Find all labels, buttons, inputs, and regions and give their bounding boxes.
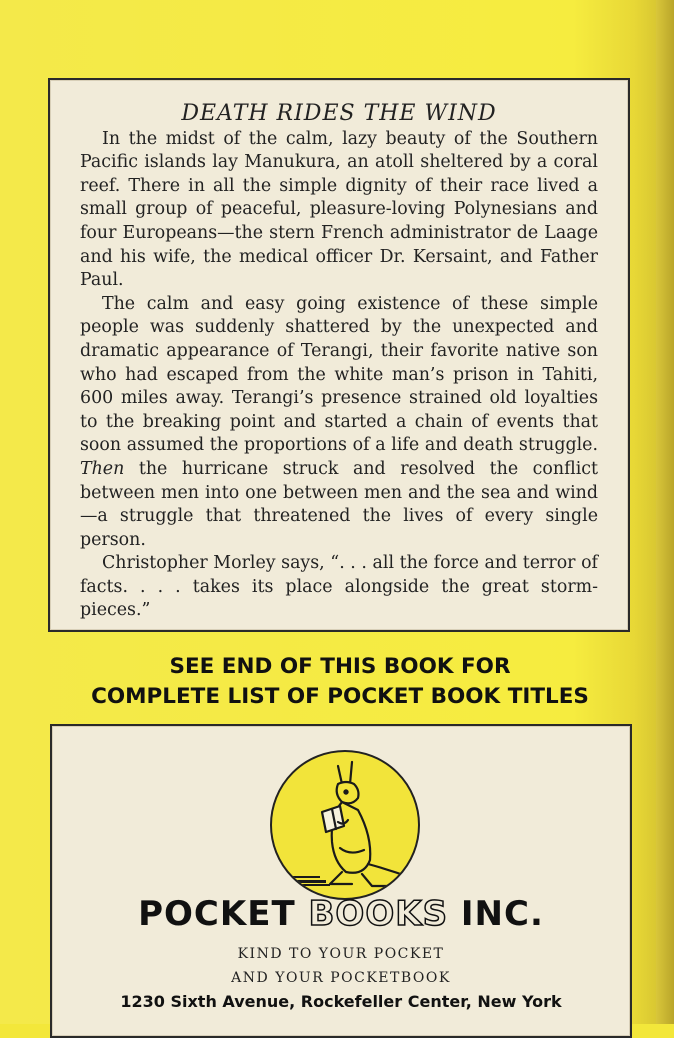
titles-banner <box>60 652 620 712</box>
publisher-name-3: INC. <box>448 894 544 934</box>
blurb-paragraph-2 <box>80 293 598 553</box>
tagline-1: KIND TO YOUR POCKET <box>237 946 445 962</box>
blurb-emphasis: Then <box>80 458 125 479</box>
kangaroo-svg <box>272 752 418 898</box>
blurb-paragraph-2-b: the hurricane struck and resolved the conflict between men into one between men and the sea and wind—a struggle that threatened the lives of every single person. <box>80 458 598 550</box>
blurb-paragraph-2-a: The calm and easy going existence of these simple people was suddenly shattered by the unexpected and dramatic appearance of Terangi, their favorite native son who had escaped from the white man’s prison in Tahiti, 600 miles away. Terangi’s presence strained old loyalties to the breaking point and started a chain of events that soon assumed the proportions of a life and death struggle. <box>80 293 598 456</box>
publisher-address: 1230 Sixth Avenue, Rockefeller Center, New York <box>120 992 562 1011</box>
banner-line-1: SEE END OF THIS BOOK FOR <box>169 654 511 679</box>
publisher-name <box>52 894 630 934</box>
tagline-2: AND YOUR POCKETBOOK <box>231 970 451 986</box>
publisher-name-2: BOOKS <box>308 894 449 934</box>
blurb-quote: Christopher Morley says, “. . . all the force and terror of facts. . . . takes its place alongside the great storm-pieces.” <box>80 553 598 621</box>
publisher-name-1: POCKET <box>138 894 309 934</box>
blurb-title: DEATH RIDES THE WIND <box>181 101 497 126</box>
blurb-panel <box>48 78 630 632</box>
publisher-panel <box>50 724 632 1038</box>
blurb-text <box>80 102 598 623</box>
kangaroo-reading-logo-icon <box>270 750 420 900</box>
banner-line-2: COMPLETE LIST OF POCKET BOOK TITLES <box>91 684 589 709</box>
blurb-paragraph-1: In the midst of the calm, lazy beauty of the Southern Pacific islands lay Manukura, an atoll sheltered by a coral reef. There in all the simple dignity of their race lived a small group of peaceful, pleasure-loving Polynesians and four Europeans—the stern French administrator de Laage and his wife, the medical officer Dr. Kersaint, and Father Paul. <box>80 128 598 291</box>
spine-edge <box>656 0 674 1024</box>
